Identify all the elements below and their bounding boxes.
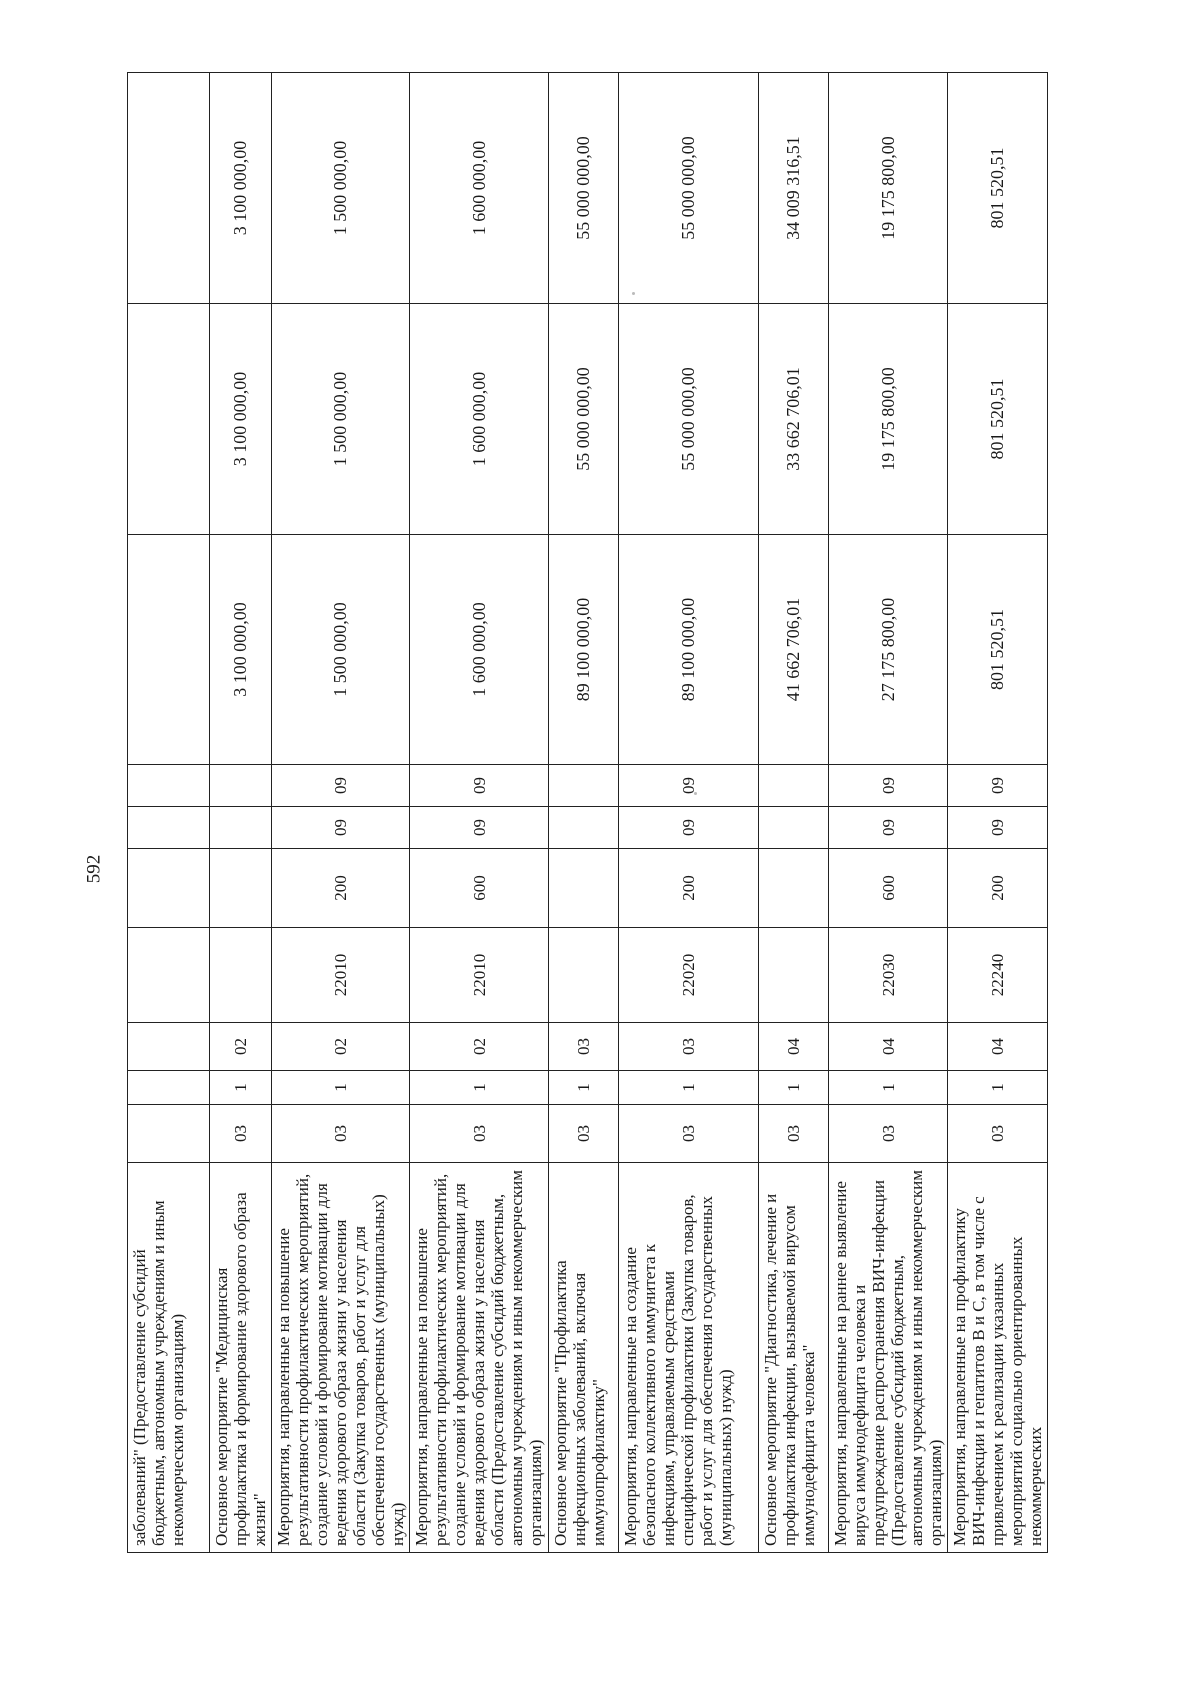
cell-expense-type bbox=[210, 849, 272, 928]
row-name: Основное мероприятие "Профилактика инфекционных заболеваний, включая иммунопрофилактику" bbox=[549, 1163, 619, 1553]
cell-amount-1: 89 100 000,00 bbox=[619, 535, 759, 765]
cell-expense-type bbox=[128, 849, 210, 928]
table-row bbox=[948, 73, 1048, 1553]
cell-section: 09 bbox=[272, 807, 410, 849]
cell-program: 03 bbox=[759, 1105, 829, 1163]
rotated-table-container bbox=[127, 73, 1045, 1553]
cell-section: 09 bbox=[829, 807, 948, 849]
cell-subsection bbox=[759, 765, 829, 807]
cell-amount-1: 1 600 000,00 bbox=[410, 535, 549, 765]
table-row bbox=[829, 73, 948, 1553]
cell-program: 03 bbox=[948, 1105, 1048, 1163]
cell-amount-3: 1 500 000,00 bbox=[272, 73, 410, 304]
cell-amount-2: 801 520,51 bbox=[948, 304, 1048, 535]
cell-program bbox=[128, 1105, 210, 1163]
cell-measure: 03 bbox=[619, 1023, 759, 1071]
cell-amount-3 bbox=[128, 73, 210, 304]
cell-amount-2: 55 000 000,00 bbox=[619, 304, 759, 535]
row-name: Мероприятия, направленные на раннее выявление вируса иммунодефицита человека и предупреждение распространения ВИЧ-инфекции (Предоставление субсидий бюджетным, автономным учреждениям и иным некоммерческим организациям) bbox=[829, 1163, 948, 1553]
cell-direction bbox=[549, 928, 619, 1023]
cell-subsection bbox=[128, 765, 210, 807]
table-row bbox=[272, 73, 410, 1553]
row-name: Основное мероприятие "Диагностика, лечение и профилактика инфекции, вызываемой вирусом иммунодефицита человека" bbox=[759, 1163, 829, 1553]
cell-amount-2: 33 662 706,01 bbox=[759, 304, 829, 535]
cell-direction: 22020 bbox=[619, 928, 759, 1023]
cell-amount-2 bbox=[128, 304, 210, 535]
cell-amount-2: 1 500 000,00 bbox=[272, 304, 410, 535]
cell-direction bbox=[210, 928, 272, 1023]
cell-section bbox=[549, 807, 619, 849]
row-name: Мероприятия, направленные на создание безопасного коллективного иммунитета к инфекциям, управляемым средствами специфической профилактики (Закупка товаров, работ и услуг для обеспечения государственных (муниципальных) нужд) bbox=[619, 1163, 759, 1553]
cell-subprogram: 1 bbox=[210, 1071, 272, 1105]
cell-amount-1: 3 100 000,00 bbox=[210, 535, 272, 765]
cell-amount-2: 1 600 000,00 bbox=[410, 304, 549, 535]
cell-subprogram: 1 bbox=[272, 1071, 410, 1105]
cell-expense-type bbox=[759, 849, 829, 928]
cell-amount-3: 19 175 800,00 bbox=[829, 73, 948, 304]
cell-amount-1: 801 520,51 bbox=[948, 535, 1048, 765]
cell-measure: 04 bbox=[829, 1023, 948, 1071]
cell-program: 03 bbox=[549, 1105, 619, 1163]
cell-direction: 22010 bbox=[272, 928, 410, 1023]
cell-section: 09 bbox=[948, 807, 1048, 849]
cell-subprogram: 1 bbox=[829, 1071, 948, 1105]
cell-amount-3: 1 600 000,00 bbox=[410, 73, 549, 304]
cell-program: 03 bbox=[829, 1105, 948, 1163]
cell-subprogram bbox=[128, 1071, 210, 1105]
cell-program: 03 bbox=[619, 1105, 759, 1163]
row-name: Основное мероприятие "Медицинская профилактика и формирование здорового образа жизни" bbox=[210, 1163, 272, 1553]
cell-program: 03 bbox=[410, 1105, 549, 1163]
cell-amount-2: 3 100 000,00 bbox=[210, 304, 272, 535]
cell-direction bbox=[128, 928, 210, 1023]
cell-amount-1: 41 662 706,01 bbox=[759, 535, 829, 765]
cell-direction: 22030 bbox=[829, 928, 948, 1023]
cell-amount-1: 27 175 800,00 bbox=[829, 535, 948, 765]
cell-subsection: 09 bbox=[948, 765, 1048, 807]
row-name: заболеваний" (Предоставление субсидий бюджетным, автономным учреждениям и иным некоммерческим организациям) bbox=[128, 1163, 210, 1553]
cell-subsection bbox=[549, 765, 619, 807]
cell-program: 03 bbox=[210, 1105, 272, 1163]
cell-amount-3: 801 520,51 bbox=[948, 73, 1048, 304]
cell-subprogram: 1 bbox=[549, 1071, 619, 1105]
cell-subsection: 09 bbox=[272, 765, 410, 807]
cell-direction bbox=[759, 928, 829, 1023]
cell-direction: 22010 bbox=[410, 928, 549, 1023]
table-row bbox=[128, 73, 210, 1553]
cell-amount-1: 89 100 000,00 bbox=[549, 535, 619, 765]
cell-subsection: 09 bbox=[410, 765, 549, 807]
cell-expense-type: 600 bbox=[410, 849, 549, 928]
cell-amount-3: 55 000 000,00 bbox=[619, 73, 759, 304]
row-name: Мероприятия, направленные на повышение результативности профилактических мероприятий, создание условий и формирование мотивации для ведения здорового образа жизни у населения области (Закупка товаров, работ и услуг для обеспечения государственных (муниципальных) нужд) bbox=[272, 1163, 410, 1553]
cell-expense-type: 600 bbox=[829, 849, 948, 928]
budget-table bbox=[127, 72, 1048, 1553]
cell-section bbox=[128, 807, 210, 849]
page-number: 592 bbox=[83, 854, 105, 884]
cell-subprogram: 1 bbox=[619, 1071, 759, 1105]
cell-measure: 04 bbox=[948, 1023, 1048, 1071]
cell-subsection: 09 bbox=[619, 765, 759, 807]
table-row bbox=[759, 73, 829, 1553]
cell-amount-2: 55 000 000,00 bbox=[549, 304, 619, 535]
cell-measure bbox=[128, 1023, 210, 1071]
table-row bbox=[619, 73, 759, 1553]
cell-measure: 03 bbox=[549, 1023, 619, 1071]
cell-program: 03 bbox=[272, 1105, 410, 1163]
cell-expense-type bbox=[549, 849, 619, 928]
cell-amount-1 bbox=[128, 535, 210, 765]
table-row bbox=[410, 73, 549, 1553]
cell-measure: 02 bbox=[272, 1023, 410, 1071]
cell-subsection: 09 bbox=[829, 765, 948, 807]
cell-measure: 02 bbox=[410, 1023, 549, 1071]
cell-expense-type: 200 bbox=[948, 849, 1048, 928]
cell-measure: 02 bbox=[210, 1023, 272, 1071]
cell-section: 09 bbox=[410, 807, 549, 849]
cell-amount-3: 34 009 316,51 bbox=[759, 73, 829, 304]
cell-amount-2: 19 175 800,00 bbox=[829, 304, 948, 535]
cell-subprogram: 1 bbox=[410, 1071, 549, 1105]
cell-section bbox=[759, 807, 829, 849]
row-name: Мероприятия, направленные на повышение результативности профилактических мероприятий, создание условий и формирование мотивации для ведения здорового образа жизни у населения области (Предоставление субсидий бюджетным, автономным учреждениям и иным некоммерческим организациям) bbox=[410, 1163, 549, 1553]
cell-subprogram: 1 bbox=[759, 1071, 829, 1105]
table-row bbox=[210, 73, 272, 1553]
cell-amount-1: 1 500 000,00 bbox=[272, 535, 410, 765]
cell-section bbox=[210, 807, 272, 849]
table-row bbox=[549, 73, 619, 1553]
cell-expense-type: 200 bbox=[619, 849, 759, 928]
cell-expense-type: 200 bbox=[272, 849, 410, 928]
cell-direction: 22240 bbox=[948, 928, 1048, 1023]
cell-subsection bbox=[210, 765, 272, 807]
cell-measure: 04 bbox=[759, 1023, 829, 1071]
cell-amount-3: 3 100 000,00 bbox=[210, 73, 272, 304]
row-name: Мероприятия, направленные на профилактику ВИЧ-инфекции и гепатитов В и С, в том числе с привлечением к реализации указанных мероприятий социально ориентированных некоммерческих bbox=[948, 1163, 1048, 1553]
cell-section: 09 bbox=[619, 807, 759, 849]
cell-amount-3: 55 000 000,00 bbox=[549, 73, 619, 304]
cell-subprogram: 1 bbox=[948, 1071, 1048, 1105]
